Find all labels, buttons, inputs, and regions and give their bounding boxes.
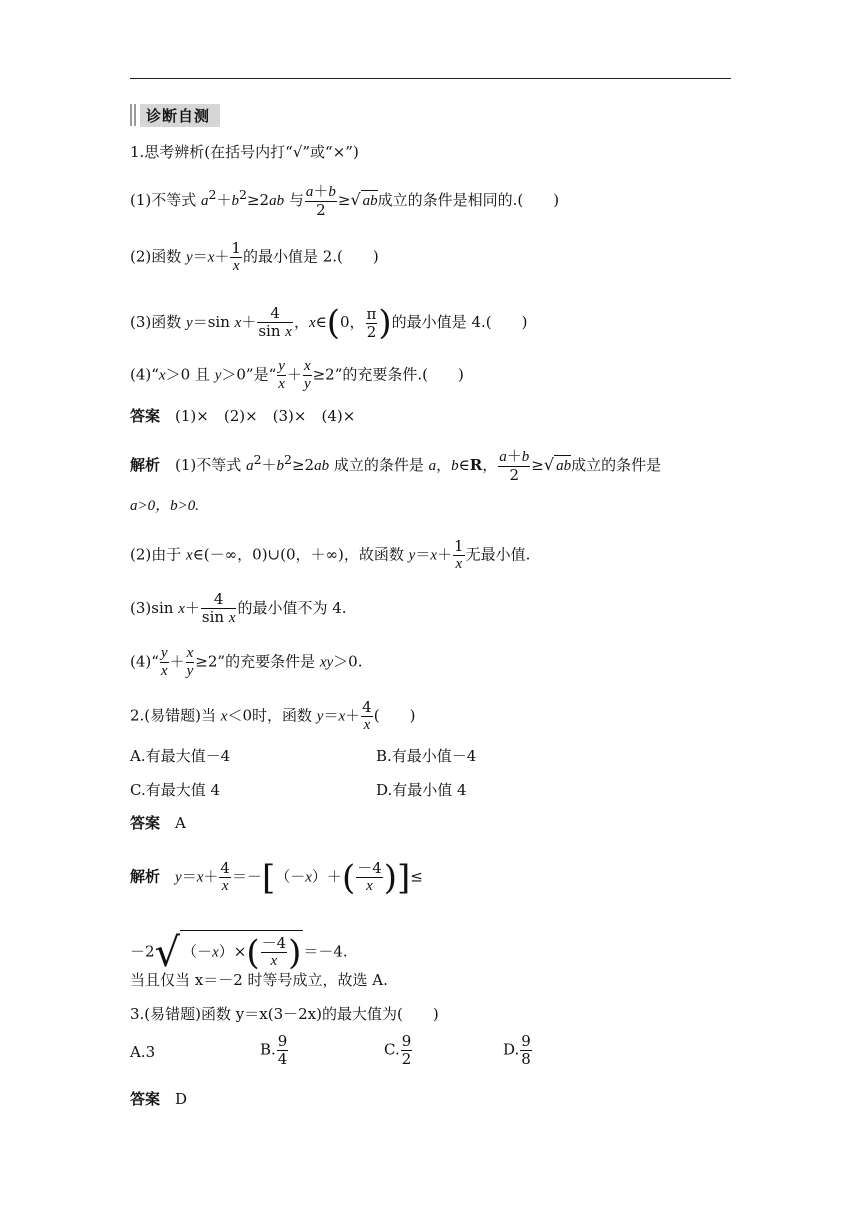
header-rule <box>130 78 731 79</box>
q1-analysis-1: 解析 (1)不等式 $a^2+b^2\ge 2ab$ 成立的条件是 a，b∈R， $\frac{a+b}{2}$ ≥√ ab成立的条件是 <box>130 447 662 484</box>
q2-analysis-1: 解析 y＝x＋ $\frac{4}{x}$ ＝－[（－x）＋( $\frac{-4}{x}$ )]≤ <box>130 857 423 898</box>
q3-stem: 3.(易错题)函数 y＝x(3－2x)的最大值为( ) <box>130 1005 439 1023</box>
section-header <box>130 103 220 127</box>
q1-analysis-2: (2)由于 x∈(－∞，0)∪(0，＋∞)，故函数 y＝x＋ $\frac{1}{x}$ 无最小值. <box>130 537 531 572</box>
q1-item-2: (2)函数 y＝x＋ $\frac{1}{x}$ 的最小值是 2.( ) <box>130 239 379 274</box>
q2-option-d: D.有最小值 4 <box>376 781 467 799</box>
q3-option-a: A.3 <box>130 1043 156 1061</box>
q3-answer: 答案 D <box>130 1090 188 1108</box>
q1-analysis-3: (3)sin x＋ $\frac{4}{\text{sin x}}$ 的最小值不为 4. <box>130 590 347 626</box>
q3-option-b: B. $\frac{9}{4}$ <box>260 1032 288 1068</box>
q2-option-a: A.有最大值－4 <box>130 747 231 765</box>
q3-option-d: D. $\frac{9}{8}$ <box>503 1032 531 1068</box>
q1-item-4: (4)“x＞0 且 y＞0”是“ $\frac{y}{x}$ ＋ $\frac{x}{y}$ ≥2”的充要条件.( ) <box>130 358 464 392</box>
section-marker-icon <box>130 104 136 126</box>
q2-analysis-2: －2√ （－x）×( $\frac{-4}{x}$ ) ＝－4. <box>130 929 348 976</box>
q2-option-b: B.有最小值－4 <box>376 747 477 765</box>
section-title: 诊断自测 <box>140 104 220 127</box>
q3-option-c: C. $\frac{9}{2}$ <box>384 1032 412 1068</box>
q1-item-1: (1)不等式 $a^2+b^2\ge 2ab$ 与 $\frac{a+b}{2}$ ≥√ ab成立的条件是相同的.( ) <box>130 182 560 219</box>
q1-analysis-4: (4)“ $\frac{y}{x}$ ＋ $\frac{x}{y}$ ≥2”的充要条件是 xy＞0. <box>130 645 363 679</box>
q2-option-c: C.有最大值 4 <box>130 781 221 799</box>
q2-answer: 答案 A <box>130 814 186 832</box>
q2-stem: 2.(易错题)当 x＜0时，函数 y＝x＋ $\frac{4}{x}$ ( ) <box>130 698 416 733</box>
q1-analysis-1-cont: a>0，b>0. <box>130 498 199 514</box>
q1-item-3: (3)函数 y＝sin x＋ $\frac{4}{\text{sin x}}$ ，x∈(0， $\frac{\pi}{2}$ )的最小值是 4.( ) <box>130 303 528 343</box>
q1-stem: 1.思考辨析(在括号内打“√”或“×”) <box>130 143 359 161</box>
q2-analysis-3: 当且仅当 x＝－2 时等号成立，故选 A. <box>130 971 388 989</box>
q1-answer: 答案 (1)× (2)× (3)× (4)× <box>130 407 356 425</box>
